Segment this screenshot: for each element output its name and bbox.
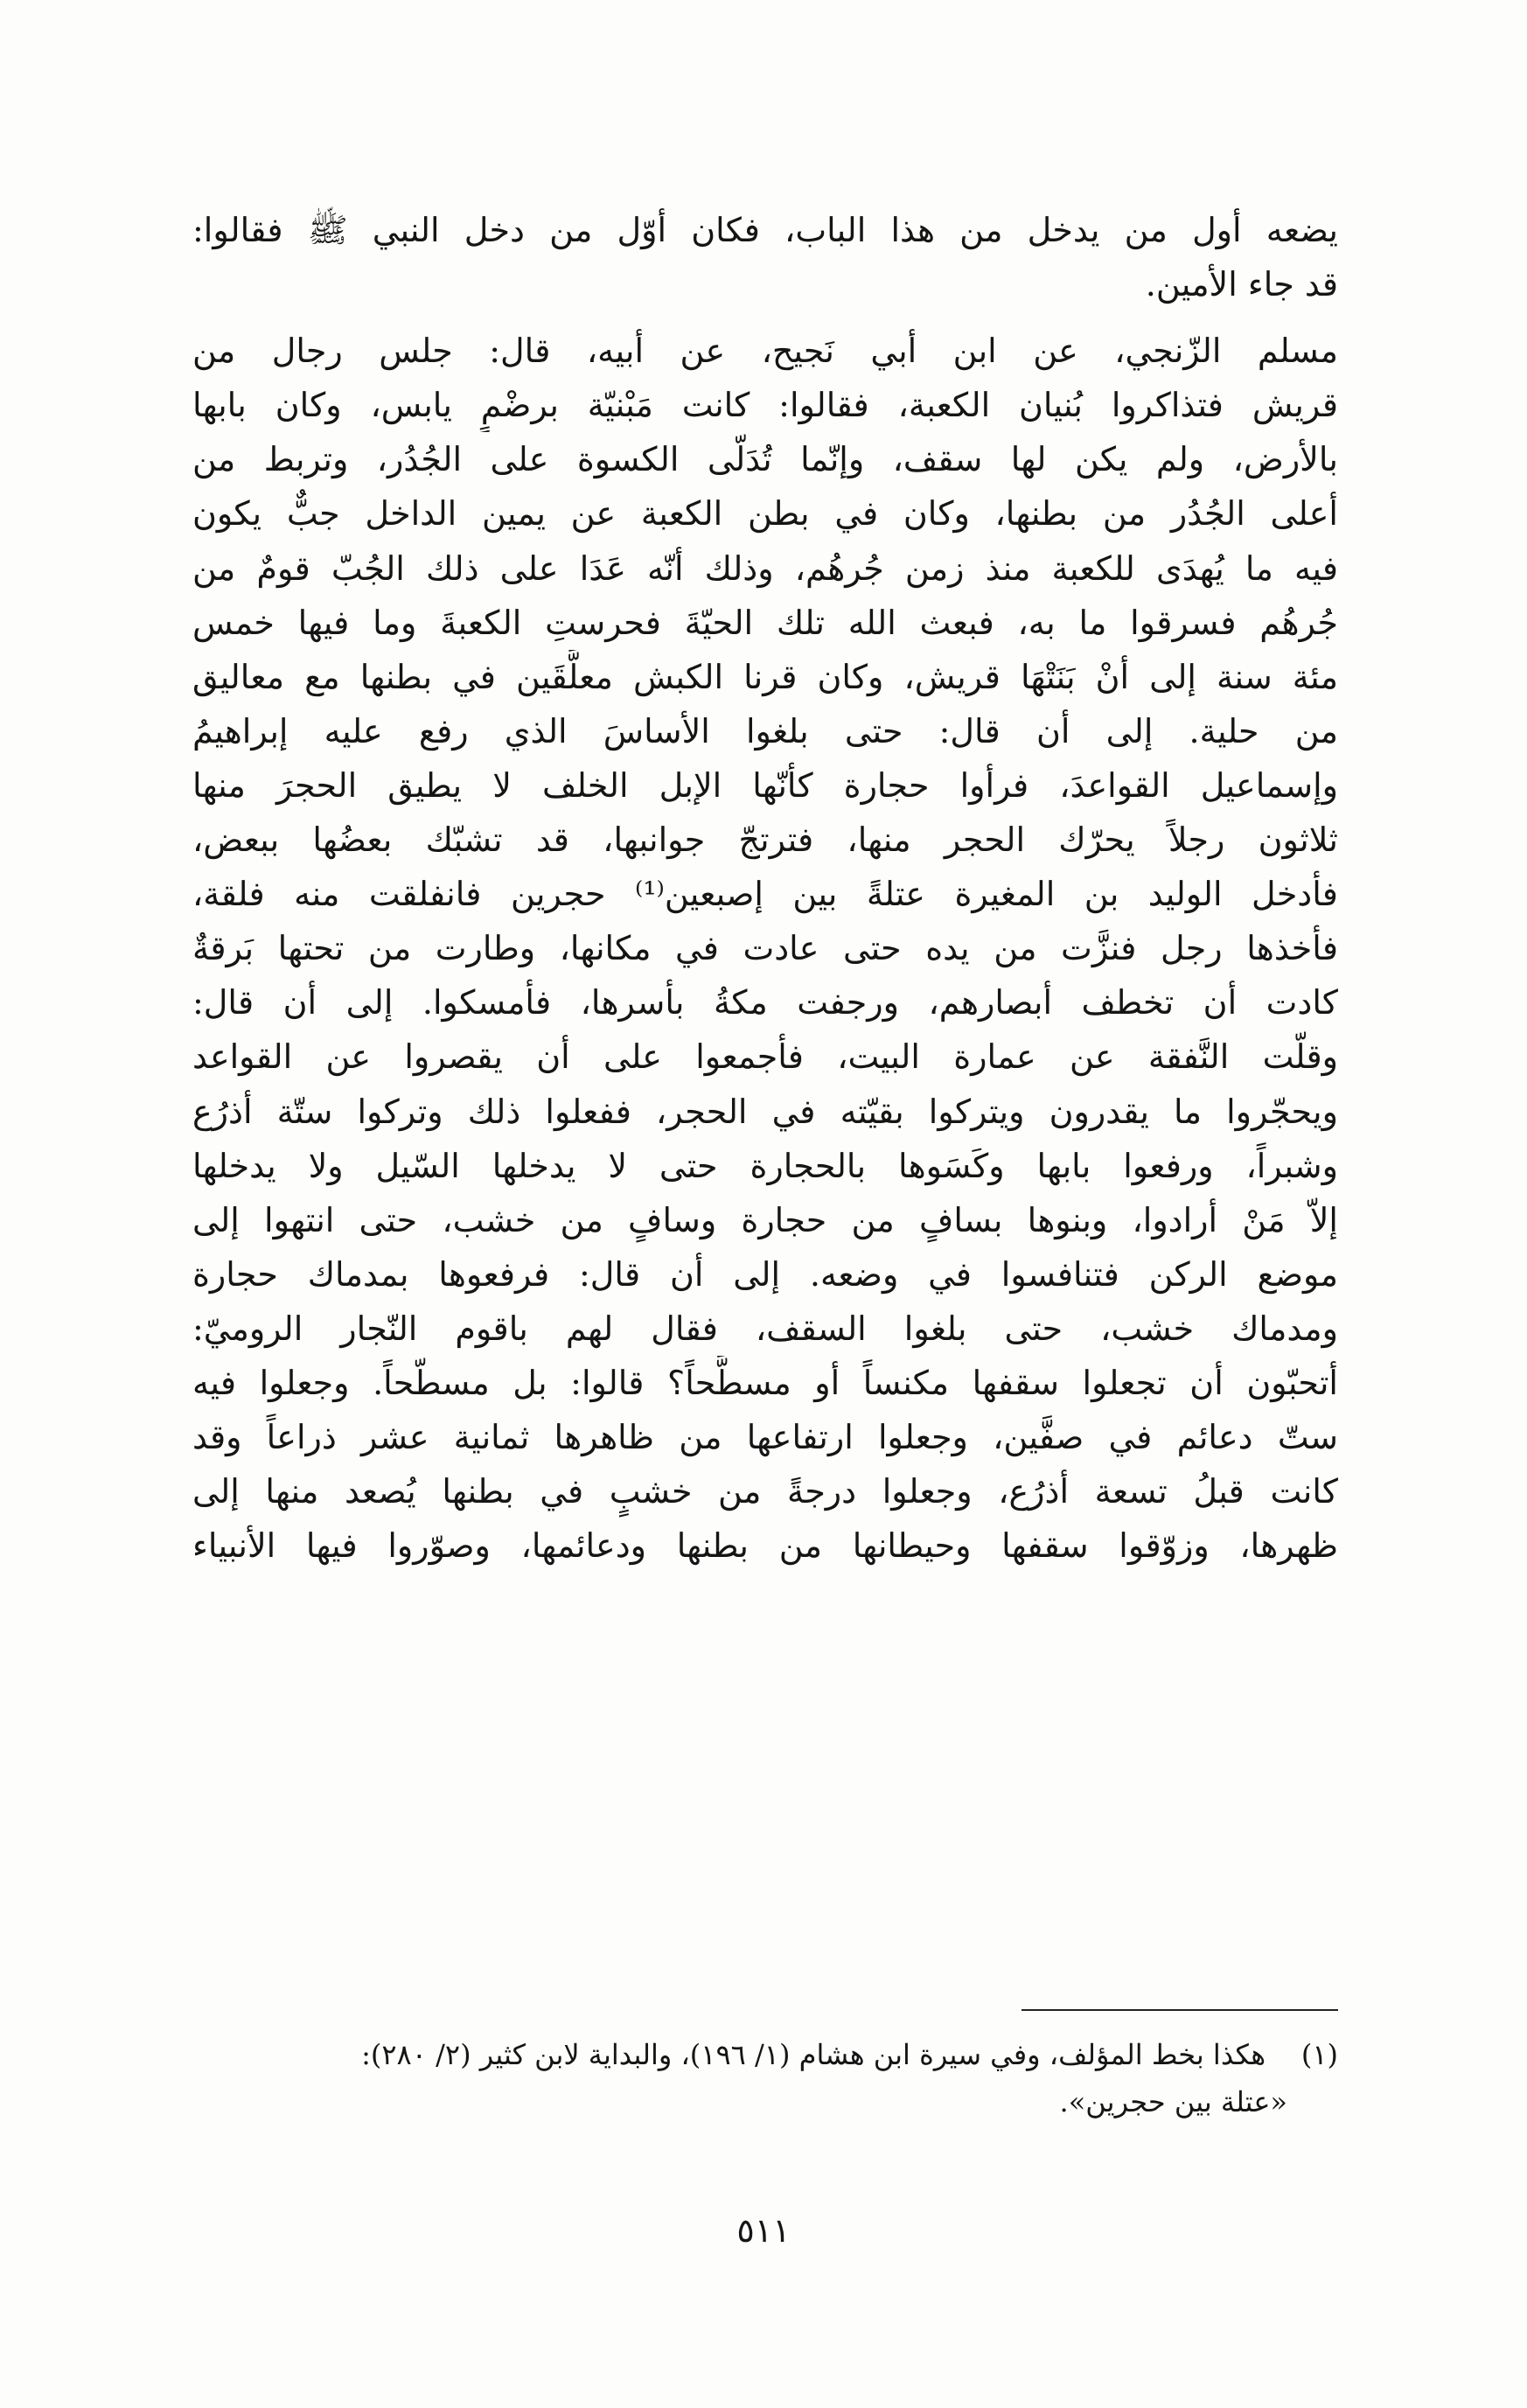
page-number: ٥١١ bbox=[736, 2211, 791, 2250]
text-line: مئة سنة إلى أنْ بَنَتْهَا قريش، وكان قرنا الكبش معلَّقَين في بطنها مع معاليق bbox=[192, 657, 1338, 696]
text-line: ستّ دعائم في صفَّين، وجعلوا ارتفاعها من ظاهرها ثمانية عشر ذراعاً وقد bbox=[192, 1418, 1338, 1457]
text-line: ثلاثون رجلاً يحرّك الحجر منها، فترتجّ جوانبها، قد تشبّك بعضُها ببعض، bbox=[192, 820, 1338, 860]
footnote-continuation: «عتلة بين حجرين». bbox=[1059, 2085, 1287, 2118]
text-line: كانت قبلُ تسعة أذرُع، وجعلوا درجةً من خشبٍ في بطنها يُصعد منها إلى bbox=[192, 1472, 1338, 1511]
text-line: فأخذها رجل فنزَّت من يده حتى عادت في مكانها، وطارت من تحتها بَرقةٌ bbox=[192, 929, 1338, 968]
text-line: أتحبّون أن تجعلوا سقفها مكنساً أو مسطَّحاً؟ قالوا: بل مسطّحاً. وجعلوا فيه bbox=[192, 1363, 1338, 1402]
body-text bbox=[192, 203, 1338, 1573]
text-line: جُرهُم فسرقوا ما به، فبعث الله تلك الحيّةَ فحرستِ الكعبةَ وما فيها خمس bbox=[192, 603, 1338, 642]
footnote-separator bbox=[1021, 2009, 1338, 2011]
paragraph-start-line: مسلم الزّنجي، عن ابن أبي نَجيح، عن أبيه، قال: جلس رجال من bbox=[192, 332, 1338, 371]
text-line: فيه ما يُهدَى للكعبة منذ زمن جُرهُم، وذلك أنّه عَدَا على ذلك الجُبّ قومٌ من bbox=[192, 548, 1338, 588]
text-line: قريش فتذاكروا بُنيان الكعبة، فقالوا: كانت مَبْنيّة برضْمٍ يابس، وكان بابها bbox=[192, 386, 1338, 425]
text-line: إلاّ مَنْ أرادوا، وبنوها بسافٍ من حجارة وسافٍ من خشب، حتى انتهوا إلى bbox=[192, 1200, 1338, 1239]
footnote-text: هكذا بخط المؤلف، وفي سيرة ابن هشام (١/ ١٩٦)، والبداية لابن كثير (٢/ ٢٨٠): bbox=[361, 2038, 1266, 2071]
text-line: بالأرض، ولم يكن لها سقف، وإنّما تُدَلّى الكسوة على الجُدُر، وتربط من bbox=[192, 440, 1338, 479]
text-line: من حلية. إلى أن قال: حتى بلغوا الأساسَ الذي رفع عليه إبراهيمُ bbox=[192, 711, 1338, 750]
text-line: موضع الركن فتنافسوا في وضعه. إلى أن قال: فرفعوها بمدماك حجارة bbox=[192, 1254, 1338, 1294]
text-line: كادت أن تخطف أبصارهم، ورجفت مكةُ بأسرها، فأمسكوا. إلى أن قال: bbox=[192, 983, 1338, 1023]
text-line: قد جاء الأمين. bbox=[1145, 265, 1338, 304]
footnote-1 bbox=[201, 2031, 1338, 2078]
footnote-number: (١) bbox=[1300, 2038, 1338, 2071]
footnotes bbox=[201, 2031, 1338, 2125]
text-line: ومدماك خشب، حتى بلغوا السقف، فقال لهم باقوم النّجار الروميّ: bbox=[192, 1309, 1338, 1348]
text-line: وقلّت النَّفقة عن عمارة البيت، فأجمعوا على أن يقصروا عن القواعد bbox=[192, 1037, 1338, 1077]
text-line: فأدخل الوليد بن المغيرة عتلةً بين إصبعين⁽¹⁾ حجرين فانفلقت منه فلقة، bbox=[192, 875, 1338, 914]
text-line: وشبراً، ورفعوا بابها وكَسَوها بالحجارة حتى لا يدخلها السّيل ولا يدخلها bbox=[192, 1146, 1338, 1185]
text-line: يضعه أول من يدخل من هذا الباب، فكان أوّل من دخل النبي ﷺ فقالوا: bbox=[192, 211, 1338, 249]
text-line: ظهرها، وزوّقوا سقفها وحيطانها من بطنها ودعائمها، وصوّروا فيها الأنبياء bbox=[192, 1526, 1338, 1566]
text-line: أعلى الجُدُر من بطنها، وكان في بطن الكعبة عن يمين الداخل جبٌّ يكون bbox=[192, 494, 1338, 534]
text-line: ويحجّروا ما يقدرون ويتركوا بقيّته في الحجر، ففعلوا ذلك وتركوا ستّة أذرُع bbox=[192, 1092, 1338, 1131]
text-line: وإسماعيل القواعدَ، فرأوا حجارة كأنّها الإبل الخلف لا يطيق الحجرَ منها bbox=[192, 765, 1338, 805]
